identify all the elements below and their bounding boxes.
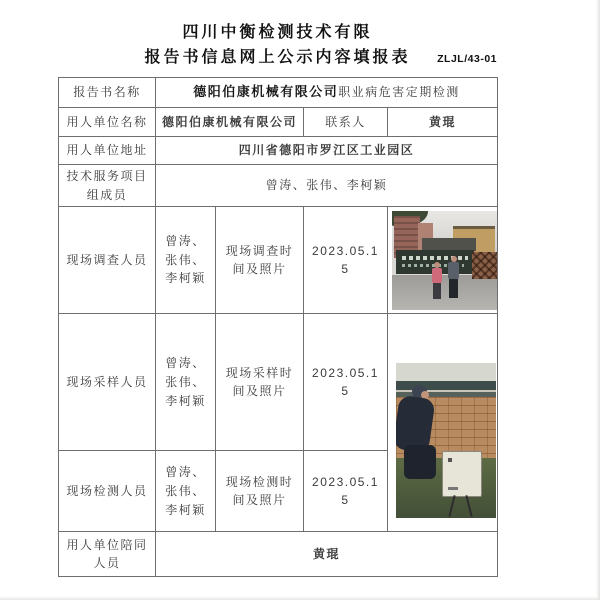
photo-person-pink-shirt	[432, 262, 442, 299]
sampling-label: 现场采样人员	[59, 314, 156, 451]
photo-person-legs	[449, 279, 458, 298]
employer-name-label: 用人单位名称	[59, 108, 156, 137]
employer-address-value: 四川省德阳市罗江区工业园区	[156, 137, 498, 165]
photo-person-body	[448, 262, 459, 279]
row-employer-name	[59, 108, 498, 137]
survey-photo-cell	[388, 207, 498, 314]
photo-retractable-gate	[472, 252, 498, 279]
sampling-time-label: 现场采样时间及照片	[216, 314, 304, 451]
employer-address-label: 用人单位地址	[59, 137, 156, 165]
team-label: 技术服务项目组成员	[59, 165, 156, 207]
photo-steel-beam	[396, 381, 496, 390]
employer-name-value: 德阳伯康机械有限公司	[156, 108, 304, 137]
row-sampling	[59, 314, 498, 451]
photo-technician-legs	[404, 445, 436, 479]
contact-value: 黄琨	[388, 108, 498, 137]
photo-instrument-detail	[448, 458, 452, 462]
page-title-line2: 报告书信息网上公示内容填报表	[144, 49, 411, 66]
row-survey	[59, 207, 498, 314]
sampling-photo-wrap	[392, 316, 498, 529]
row-employer-address	[59, 137, 498, 165]
report-name-label: 报告书名称	[59, 78, 156, 108]
scan-edge-bottom	[0, 596, 600, 600]
row-team	[59, 165, 498, 207]
testing-time-label: 现场检测时间及照片	[216, 451, 304, 532]
title-block	[58, 20, 497, 70]
team-value: 曾涛、张伟、李柯颖	[156, 165, 498, 207]
photo-person-dark-shirt	[448, 256, 459, 298]
row-report-name	[59, 78, 498, 108]
photo-person-legs	[433, 283, 441, 299]
sampling-photo-cell	[388, 314, 498, 532]
survey-members: 曾涛、张伟、李柯颖	[156, 207, 216, 314]
scan-edge-right	[596, 0, 600, 600]
report-info-table	[58, 77, 498, 577]
report-name-value-company: 德阳伯康机械有限公司	[193, 84, 339, 100]
photo-sampling-instrument	[442, 451, 482, 497]
testing-date: 2023.05.15	[304, 451, 388, 532]
testing-members: 曾涛、张伟、李柯颖	[156, 451, 216, 532]
page-title-line1: 四川中衡检测技术有限	[182, 24, 373, 41]
sampling-members: 曾涛、张伟、李柯颖	[156, 314, 216, 451]
sampling-site-photo	[396, 363, 496, 518]
photo-person-head	[451, 256, 457, 262]
escort-value: 黄琨	[156, 532, 498, 577]
report-name-value	[156, 78, 498, 108]
contact-label: 联系人	[304, 108, 388, 137]
testing-label: 现场检测人员	[59, 451, 156, 532]
survey-site-photo	[392, 211, 498, 310]
document-code: ZLJL/43-01	[437, 53, 497, 65]
row-escort	[59, 532, 498, 577]
escort-label: 用人单位陪同人员	[59, 532, 156, 577]
photo-ceiling	[396, 363, 496, 383]
survey-label: 现场调查人员	[59, 207, 156, 314]
photo-person-head	[434, 262, 440, 268]
photo-instrument-detail-2	[448, 487, 458, 490]
photo-person-body	[432, 268, 442, 283]
survey-date: 2023.05.15	[304, 207, 388, 314]
survey-time-label: 现场调查时间及照片	[216, 207, 304, 314]
report-name-value-suffix: 职业病危害定期检测	[338, 85, 460, 100]
photo-ground	[392, 275, 498, 310]
sampling-date: 2023.05.15	[304, 314, 388, 451]
